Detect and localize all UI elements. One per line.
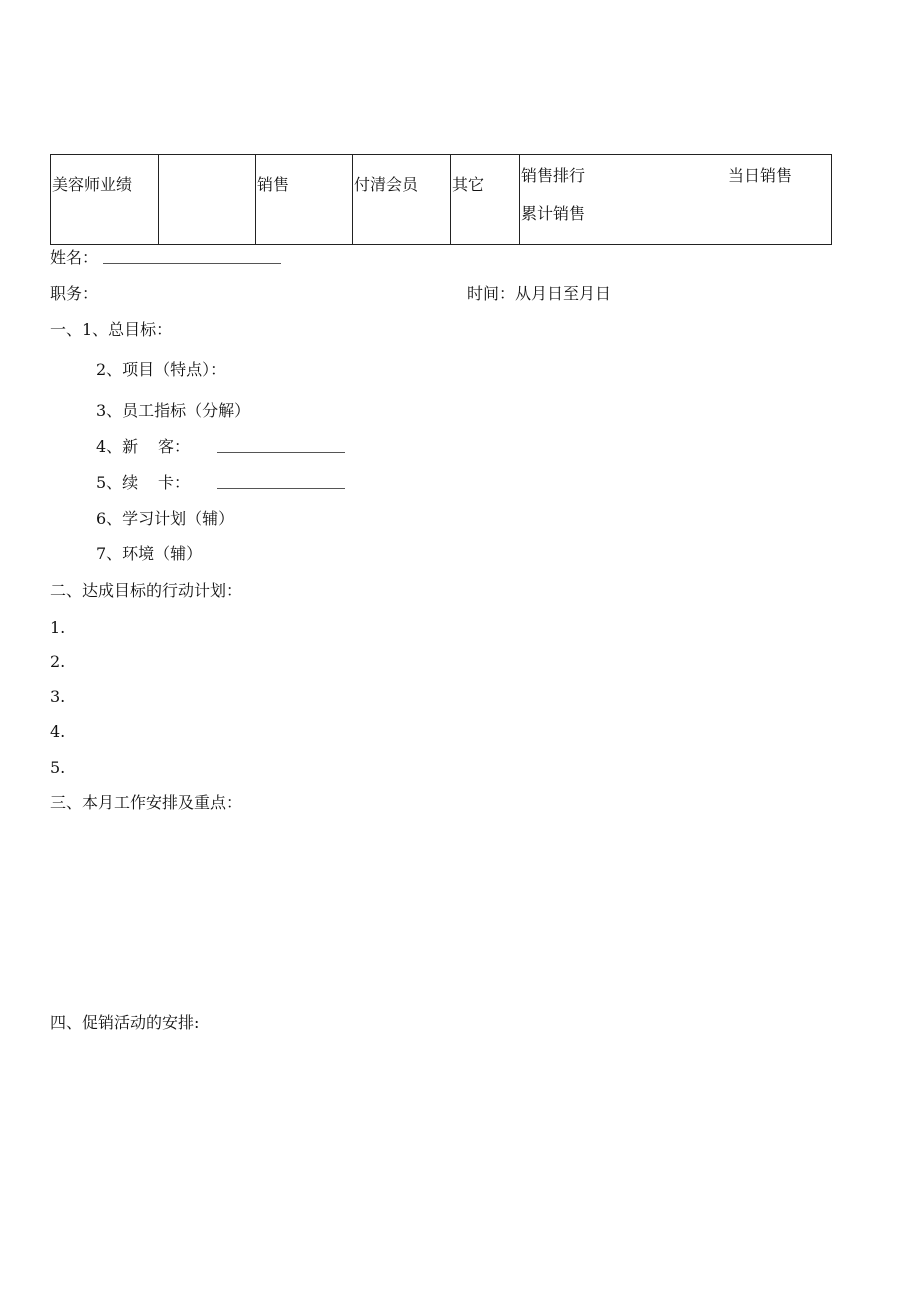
performance-table bbox=[50, 154, 832, 245]
card-renewal-label-b: 卡： bbox=[158, 473, 191, 492]
section-4-title: 四、促销活动的安排: bbox=[50, 1013, 200, 1032]
paid-member-header-label: 付清会员 bbox=[354, 175, 419, 194]
list-item: 3. bbox=[50, 687, 66, 706]
item-card-renewal bbox=[96, 473, 190, 493]
time-range-label: 时间：从月日至月日 bbox=[467, 284, 612, 303]
cumulative-sales-label: 累计销售 bbox=[521, 204, 586, 223]
section-3-title: 三、本月工作安排及重点： bbox=[50, 793, 243, 812]
list-item: 5. bbox=[50, 758, 66, 777]
paid-member-header-cell bbox=[353, 155, 451, 245]
sales-header-label: 销售 bbox=[257, 175, 290, 194]
name-underline bbox=[103, 263, 281, 264]
item-study-plan: 6、学习计划（辅） bbox=[96, 509, 235, 528]
new-customers-underline bbox=[217, 452, 345, 453]
new-customers-label-b: 客： bbox=[158, 437, 191, 456]
performance-header-label: 美容师业绩 bbox=[52, 175, 133, 194]
blank-cell bbox=[159, 155, 256, 245]
new-customers-label-a: 4、新 bbox=[96, 437, 139, 456]
section-1-title: 一、1、总目标： bbox=[50, 320, 173, 339]
item-project: 2、项目（特点）： bbox=[96, 360, 227, 379]
item-staff-targets: 3、员工指标（分解） bbox=[96, 401, 251, 420]
card-renewal-underline bbox=[217, 488, 345, 489]
table-row bbox=[51, 155, 832, 245]
blank-cell-label bbox=[159, 155, 255, 166]
card-renewal-label-a: 5、续 bbox=[96, 473, 139, 492]
daily-sales-label: 当日销售 bbox=[728, 166, 793, 185]
ranking-cell bbox=[520, 155, 832, 245]
other-header-label: 其它 bbox=[452, 175, 485, 194]
list-item: 4. bbox=[50, 722, 66, 741]
item-environment: 7、环境（辅） bbox=[96, 544, 203, 563]
list-item: 1. bbox=[50, 618, 66, 637]
section-2-title: 二、达成目标的行动计划： bbox=[50, 581, 243, 600]
performance-header-cell bbox=[51, 155, 159, 245]
ranking-label: 销售排行 bbox=[521, 166, 586, 185]
list-item: 2. bbox=[50, 652, 66, 671]
position-label: 职务： bbox=[50, 284, 99, 303]
other-header-cell bbox=[451, 155, 520, 245]
name-label: 姓名： bbox=[50, 248, 99, 267]
item-new-customers bbox=[96, 437, 190, 457]
sales-header-cell bbox=[256, 155, 353, 245]
